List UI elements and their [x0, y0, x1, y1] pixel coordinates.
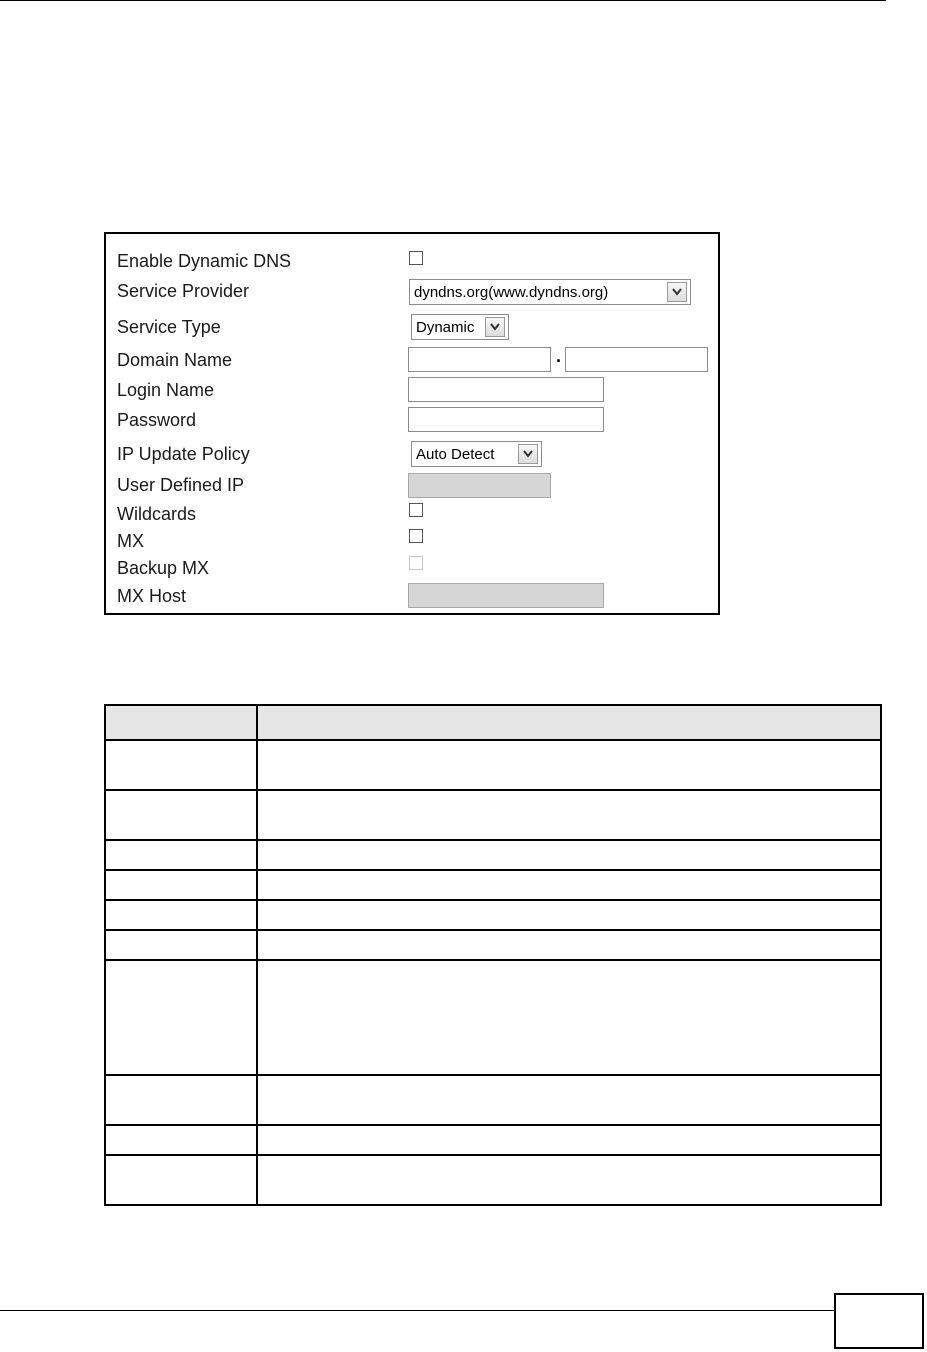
mx-host-input[interactable] — [408, 583, 604, 608]
user-defined-ip-label: User Defined IP — [117, 475, 245, 495]
backup-mx-label: Backup MX — [117, 558, 210, 578]
table-cell — [257, 960, 881, 1075]
domain-separator: . — [556, 346, 562, 366]
bottom-rule — [0, 1310, 834, 1311]
chevron-down-icon — [518, 444, 538, 464]
table-row — [105, 1155, 881, 1205]
ip-update-policy-label: IP Update Policy — [117, 444, 250, 464]
table-cell — [257, 1125, 881, 1155]
domain-name-label: Domain Name — [117, 350, 233, 370]
domain-name-suffix-input[interactable] — [565, 347, 708, 372]
table-cell — [105, 1125, 257, 1155]
login-name-input[interactable] — [408, 377, 604, 402]
service-type-label: Service Type — [117, 317, 221, 337]
login-name-label: Login Name — [117, 380, 215, 400]
ip-update-policy-select[interactable] — [411, 441, 542, 467]
ip-update-policy-value: Auto Detect — [416, 446, 495, 463]
table-row — [105, 930, 881, 960]
table-cell — [105, 900, 257, 930]
table-cell — [105, 870, 257, 900]
service-type-value: Dynamic — [416, 319, 475, 336]
table-cell — [105, 930, 257, 960]
table-cell — [105, 1155, 257, 1205]
table-row — [105, 1075, 881, 1125]
enable-ddns-checkbox[interactable] — [409, 251, 423, 265]
table-cell — [257, 840, 881, 870]
page-number-box — [834, 1293, 924, 1349]
table-cell — [105, 790, 257, 840]
table-row — [105, 1125, 881, 1155]
table-cell — [257, 900, 881, 930]
mx-checkbox[interactable] — [409, 529, 423, 543]
table-header-row — [105, 705, 881, 740]
table-cell — [105, 1075, 257, 1125]
backup-mx-checkbox[interactable] — [409, 556, 423, 570]
table-row — [105, 740, 881, 790]
service-type-select[interactable] — [411, 314, 509, 340]
domain-name-host-input[interactable] — [408, 347, 551, 372]
table-cell — [105, 840, 257, 870]
table-cell — [105, 740, 257, 790]
table-header-cell — [257, 705, 881, 740]
table-cell — [105, 960, 257, 1075]
chevron-down-icon — [667, 282, 687, 302]
service-provider-select[interactable] — [409, 279, 691, 305]
table-cell — [257, 740, 881, 790]
dynamic-dns-panel — [104, 232, 720, 615]
table-cell — [257, 1075, 881, 1125]
password-input[interactable] — [408, 407, 604, 432]
user-defined-ip-input[interactable] — [408, 473, 551, 498]
table-cell — [257, 930, 881, 960]
service-provider-label: Service Provider — [117, 281, 250, 301]
service-provider-value: dyndns.org(www.dyndns.org) — [414, 284, 609, 301]
mx-label: MX — [117, 531, 144, 551]
table-row — [105, 790, 881, 840]
table-row — [105, 870, 881, 900]
wildcards-checkbox[interactable] — [409, 503, 423, 517]
enable-ddns-label: Enable Dynamic DNS — [117, 251, 292, 271]
wildcards-label: Wildcards — [117, 504, 197, 524]
table-cell — [257, 870, 881, 900]
chevron-down-icon — [485, 317, 505, 337]
top-rule — [0, 0, 886, 1]
table-cell — [257, 1155, 881, 1205]
mx-host-label: MX Host — [117, 586, 187, 606]
table-row — [105, 840, 881, 870]
table-header-cell — [105, 705, 257, 740]
field-description-table — [104, 704, 882, 1206]
table-cell — [257, 790, 881, 840]
table-row — [105, 960, 881, 1075]
password-label: Password — [117, 410, 197, 430]
table-row — [105, 900, 881, 930]
